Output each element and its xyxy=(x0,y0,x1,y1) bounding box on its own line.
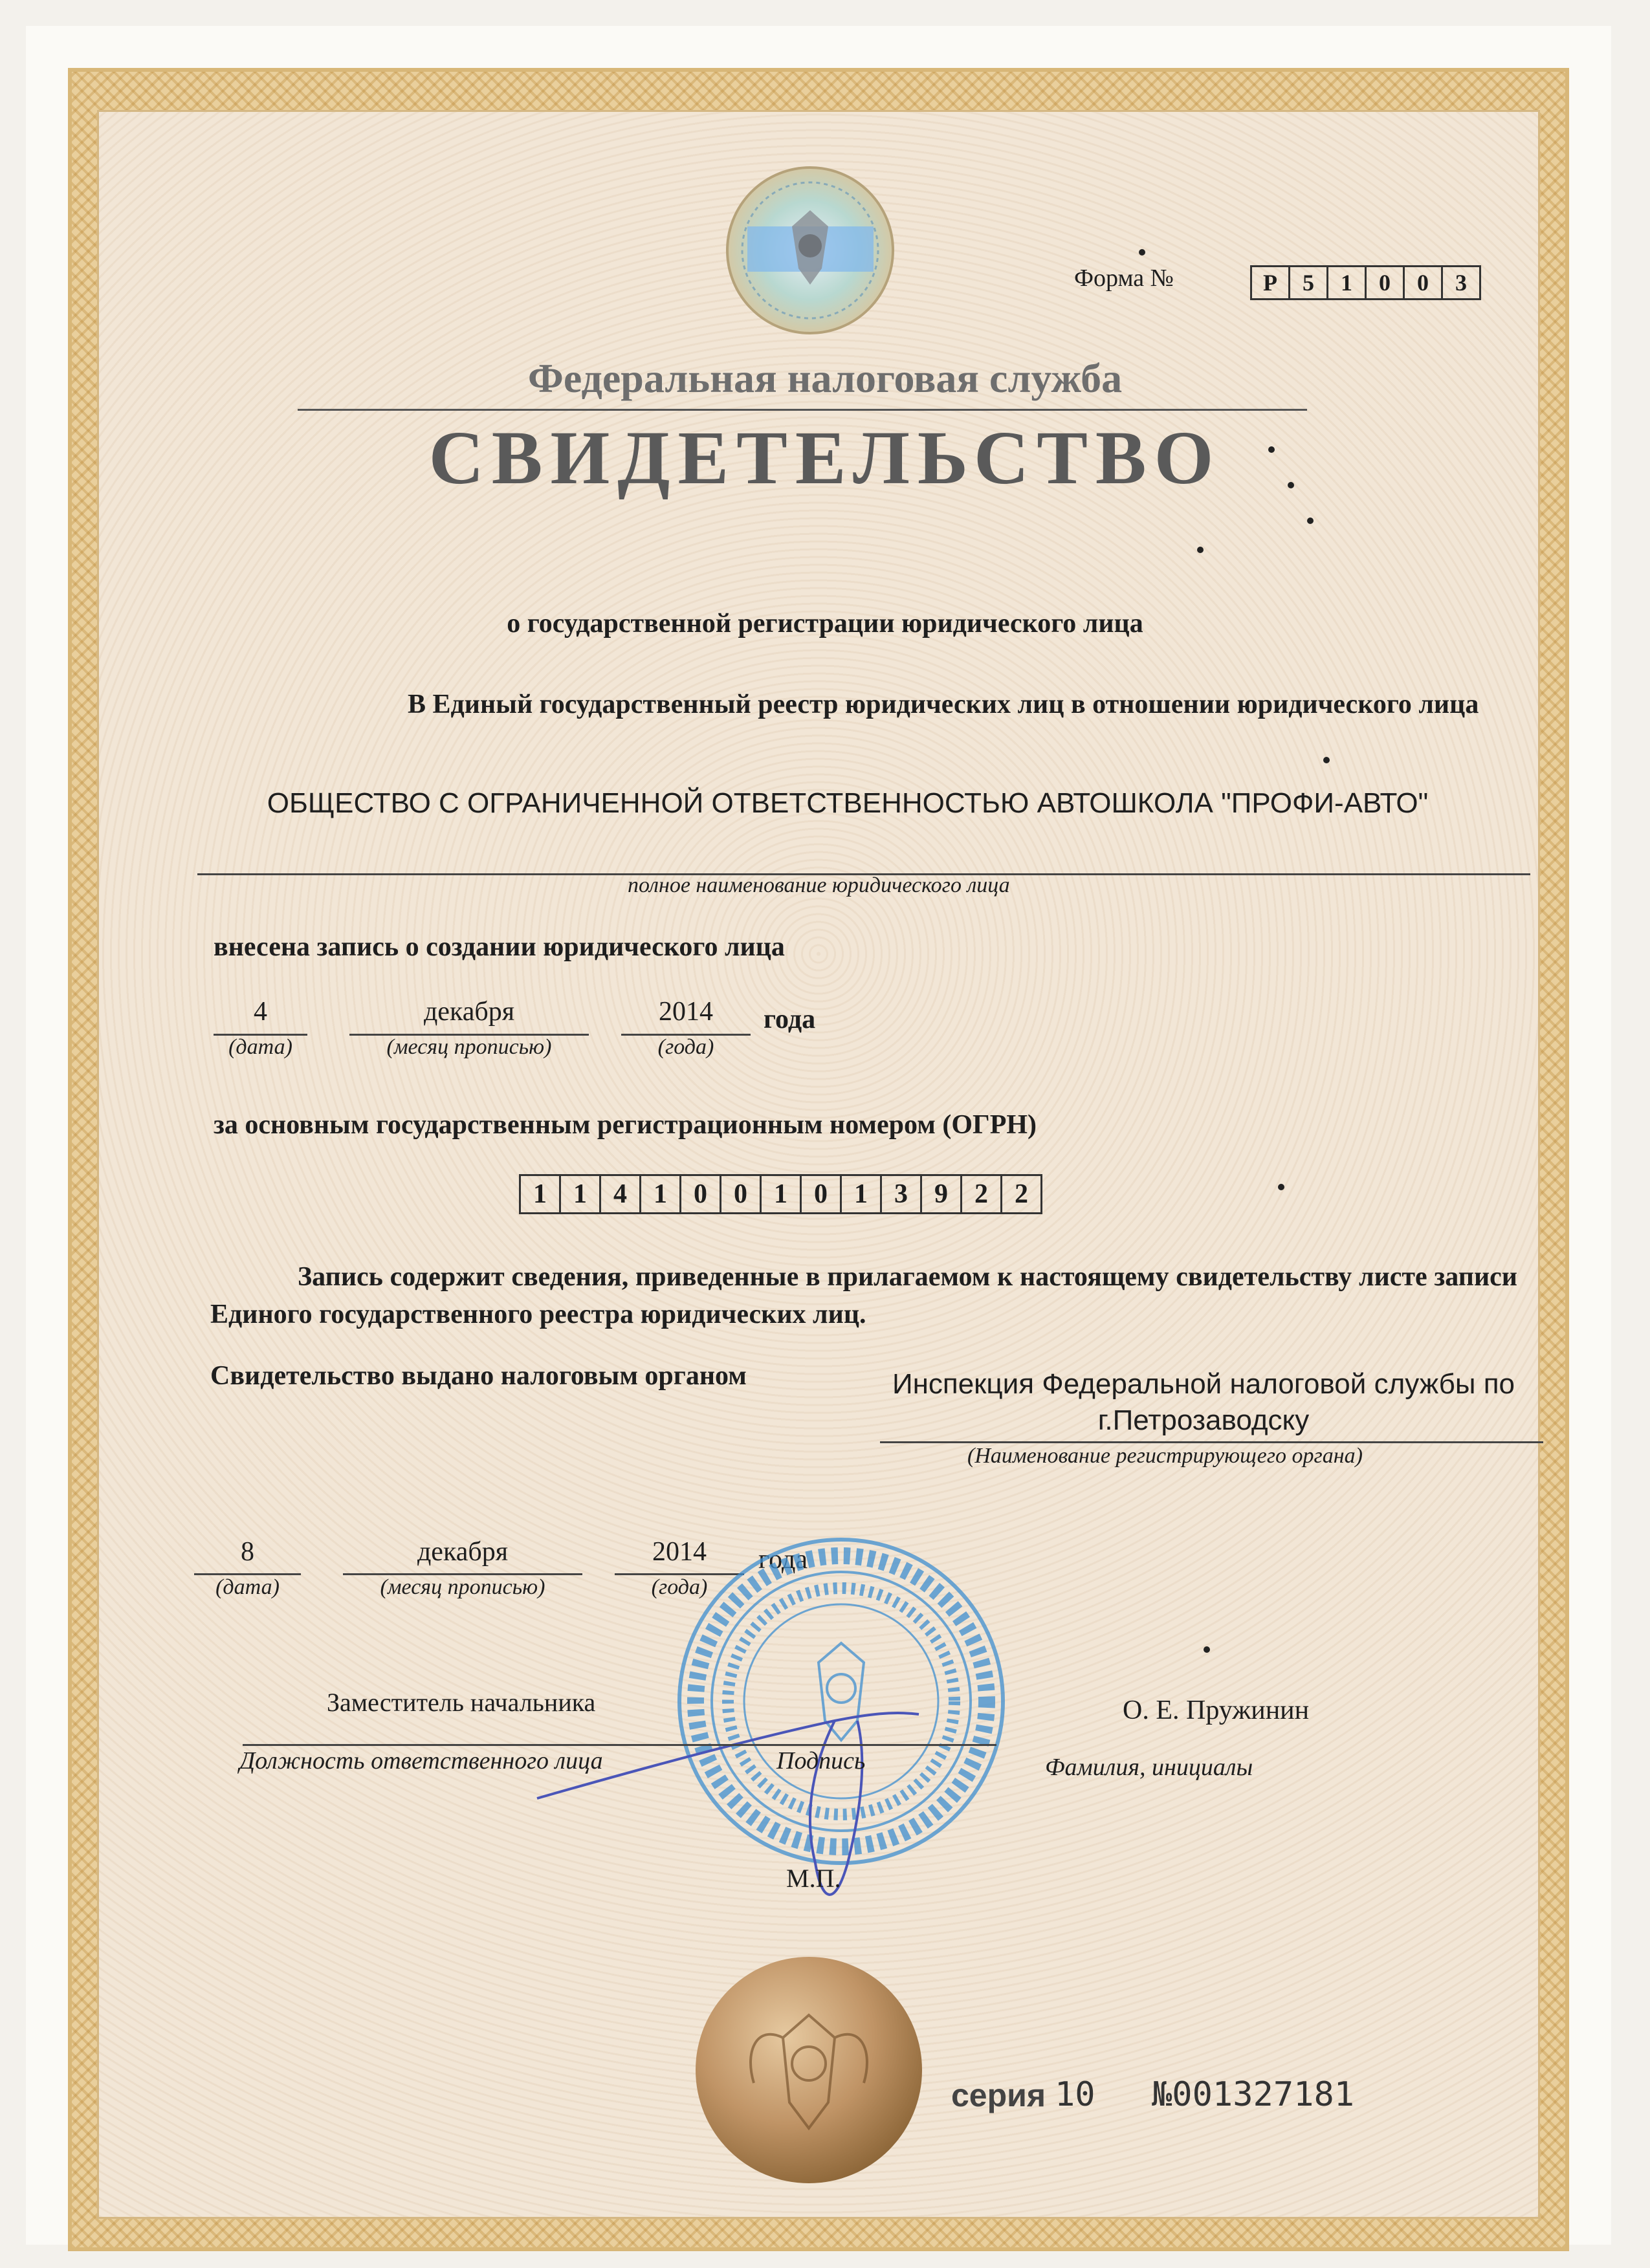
name-caption: Фамилия, инициалы xyxy=(1045,1754,1253,1781)
ogrn-digit: 2 xyxy=(960,1174,1002,1214)
record-year-caption: (года) xyxy=(657,1035,714,1059)
ink-speck xyxy=(1288,482,1294,488)
entity-name-caption: полное наименование юридического лица xyxy=(628,873,1010,897)
ogrn-digit: 4 xyxy=(599,1174,641,1214)
intro-paragraph: В Единый государственный реестр юридических лиц в отношении юридического лица xyxy=(408,690,1479,719)
signature-line-rule xyxy=(243,1744,996,1746)
record-year: 2014 xyxy=(659,997,713,1027)
record-month: декабря xyxy=(423,997,515,1027)
issue-month-caption: (месяц прописью) xyxy=(380,1575,545,1599)
ogrn-digit: 2 xyxy=(1000,1174,1042,1214)
ogrn-digit: 1 xyxy=(559,1174,601,1214)
ink-speck xyxy=(1307,518,1314,524)
authority-rule xyxy=(880,1441,1543,1443)
created-text: внесена запись о создании юридического лица xyxy=(214,932,785,962)
ogrn-digit: 1 xyxy=(760,1174,802,1214)
issue-year: 2014 xyxy=(652,1537,707,1567)
record-year-word: года xyxy=(764,1005,816,1034)
position-caption: Должность ответственного лица xyxy=(239,1747,603,1774)
certificate-title: СВИДЕТЕЛЬСТВО xyxy=(428,415,1222,500)
ink-speck xyxy=(1197,547,1204,553)
gold-seal-icon xyxy=(692,1954,925,2186)
issue-year-word: года xyxy=(758,1545,808,1575)
issue-day-caption: (дата) xyxy=(215,1575,280,1599)
ogrn-digit: 0 xyxy=(720,1174,762,1214)
signature-caption: Подпись xyxy=(776,1747,866,1774)
signatory-name: О. Е. Пружинин xyxy=(1123,1696,1310,1725)
series-number: 10 xyxy=(1055,2075,1095,2114)
record-day: 4 xyxy=(254,997,267,1027)
issue-month: декабря xyxy=(417,1537,509,1567)
ogrn-digit: 0 xyxy=(800,1174,842,1214)
form-code-char: Р xyxy=(1250,265,1290,300)
issue-day: 8 xyxy=(241,1537,254,1567)
form-code-char: 3 xyxy=(1441,265,1481,300)
record-contains-paragraph: Запись содержит сведения, приведенные в прилагаемом к настоящему свидетельству листе записи Единого государственного реестра юридических лиц. xyxy=(210,1262,1517,1329)
form-code-boxes xyxy=(1252,265,1481,300)
agency-name: Федеральная налоговая служба xyxy=(527,355,1123,401)
certificate-number: №001327181 xyxy=(1152,2075,1355,2114)
ogrn-digit: 0 xyxy=(679,1174,721,1214)
signature-icon xyxy=(531,1650,984,1921)
form-code-char: 1 xyxy=(1326,265,1367,300)
entity-name: ОБЩЕСТВО С ОГРАНИЧЕННОЙ ОТВЕТСТВЕННОСТЬЮ АВТОШКОЛА "ПРОФИ-АВТО" xyxy=(267,787,1429,819)
issue-year-caption: (года) xyxy=(651,1575,708,1599)
authority-caption: (Наименование регистрирующего органа) xyxy=(967,1444,1363,1468)
ogrn-digit: 1 xyxy=(519,1174,561,1214)
ink-speck xyxy=(1323,757,1330,763)
ink-speck xyxy=(1204,1646,1210,1653)
ink-speck xyxy=(1268,446,1275,453)
issuing-authority: Инспекция Федеральной налоговой службы по г.Петрозаводску xyxy=(892,1368,1515,1436)
ogrn-digit: 3 xyxy=(880,1174,922,1214)
hologram-emblem-icon xyxy=(725,165,896,336)
ink-speck xyxy=(1278,1184,1284,1190)
stamp-place-label: М.П. xyxy=(786,1864,841,1893)
form-label: Форма № xyxy=(1074,265,1174,292)
ogrn-digit: 1 xyxy=(840,1174,882,1214)
form-code-char: 0 xyxy=(1365,265,1405,300)
form-code-char: 0 xyxy=(1403,265,1443,300)
ogrn-boxes xyxy=(521,1174,1042,1214)
record-day-caption: (дата) xyxy=(228,1035,292,1059)
signatory-position: Заместитель начальника xyxy=(327,1688,596,1717)
issued-label: Свидетельство выдано налоговым органом xyxy=(210,1361,747,1391)
record-month-caption: (месяц прописью) xyxy=(386,1035,552,1059)
ink-speck xyxy=(1139,249,1145,256)
ogrn-digit: 9 xyxy=(920,1174,962,1214)
form-code-char: 5 xyxy=(1288,265,1328,300)
ogrn-label: за основным государственным регистрационным номером (ОГРН) xyxy=(214,1110,1037,1140)
ogrn-digit: 1 xyxy=(639,1174,681,1214)
agency-rule xyxy=(298,409,1307,411)
series-label: серия xyxy=(951,2077,1046,2113)
certificate-subtitle: о государственной регистрации юридического лица xyxy=(507,609,1143,638)
